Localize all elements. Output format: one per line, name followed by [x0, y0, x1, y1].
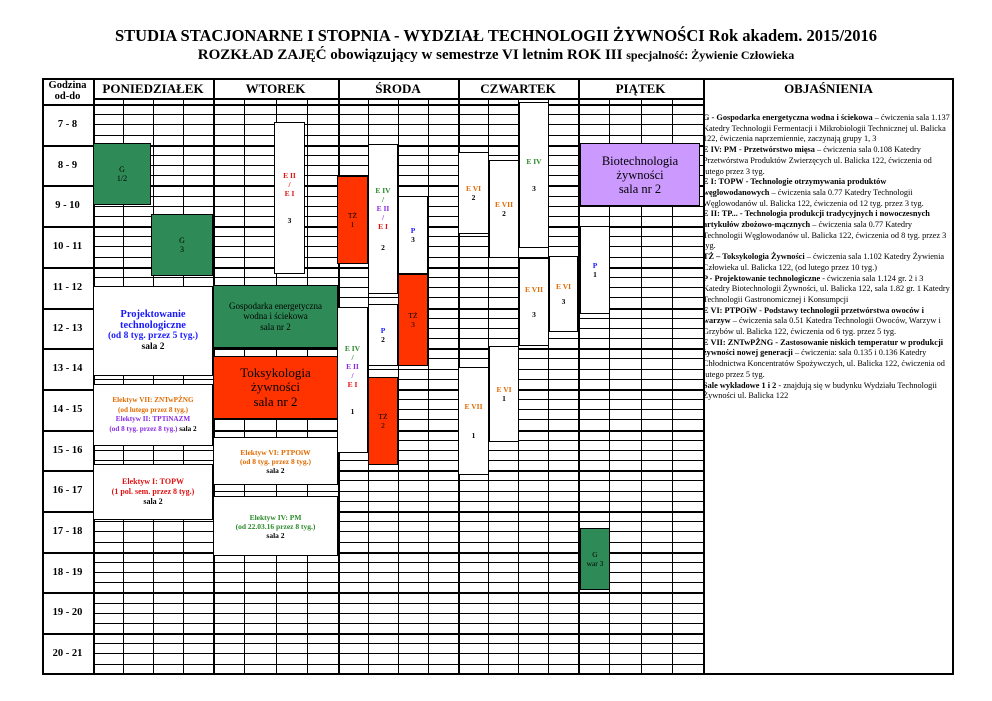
legend-entry	[703, 177, 952, 209]
block-line: E VII	[495, 200, 513, 209]
block-line: E VII	[525, 285, 543, 294]
col-header-thursday: CZWARTEK	[480, 80, 556, 96]
hours-header-line2: od-do	[54, 91, 81, 102]
legend-entry	[703, 209, 952, 252]
page-title: STUDIA STACJONARNE I STOPNIA - WYDZIAŁ TECHNOLOGII ŻYWNOŚCI Rok akadem. 2015/2016	[114, 26, 878, 45]
block-line: technologiczne	[120, 320, 186, 331]
thu-e7-3	[519, 258, 549, 346]
block-line: Elektyw VII: ZNTwPŻNG	[112, 396, 194, 404]
hour-label: 16 - 17	[52, 485, 83, 496]
legend-entry	[703, 306, 952, 338]
block-line: 3	[532, 184, 536, 193]
wed-tz-1	[337, 176, 368, 264]
block-line: E VI	[555, 282, 572, 291]
block-line: 3	[287, 216, 292, 225]
mon-elektywy	[93, 384, 213, 446]
block-line: E IV	[375, 186, 391, 195]
grid-hline	[93, 542, 703, 543]
block-line: Elektyw VI: PTPOiW	[240, 447, 311, 457]
grid-hline	[93, 623, 703, 624]
block-line: sala 2	[266, 465, 285, 475]
block-line: /	[381, 195, 385, 204]
tue-elektyw-4	[213, 496, 338, 556]
block-line: 2	[471, 193, 476, 202]
block-line: E I	[284, 189, 295, 198]
block-line: G	[119, 165, 125, 174]
hour-label: 12 - 13	[52, 323, 83, 334]
block-line: 3	[411, 235, 415, 244]
grid-hline	[93, 450, 703, 451]
block-line: E IV	[344, 344, 361, 353]
block-line: Elektyw II: TPTiNAZM	[115, 415, 191, 423]
subtitle-main: ROZKŁAD ZAJĘĆ obowiązujący w semestrze VI letnim ROK III	[197, 47, 627, 63]
block-line: P	[592, 261, 598, 270]
grid-hline	[93, 562, 703, 563]
legend-entry	[703, 274, 952, 306]
hour-label: 15 - 16	[52, 445, 83, 456]
block-line: war 3	[586, 559, 604, 568]
hour-label: 11 - 12	[52, 282, 83, 293]
mon-g-1-2	[93, 143, 151, 205]
block-line: Elektyw IV: PM	[249, 512, 302, 522]
thu-e4-3	[519, 102, 549, 248]
block-line: 2	[381, 421, 385, 430]
legend-entry-text: – ćwiczenia sala 0.51 Katedra Technologii Owoców, Warzyw i Grzybów ul. Balicka 122, ćwiczenia od 6 tyg. przez 5 tyg.	[703, 316, 941, 337]
legend-entry-text: – ćwiczenia sala 1.137 Katedry Technologii Fermentacji i Mikrobiologii Technicznej ul. Balicka 122, ćwiczenia naprzemiennie, zaczynają grupy 1, 3	[703, 113, 950, 144]
subtitle-specialty: specjalność: Żywienie Człowieka	[626, 48, 795, 62]
hour-label: 7 - 8	[57, 119, 78, 130]
legend-entry-title: G - Gospodarka energetyczna wodna i ściekowa	[703, 113, 873, 122]
grid-hline	[42, 104, 703, 106]
hour-label: 14 - 15	[52, 404, 83, 415]
legend-entry-title: E VII: ZNTwPŻNG - Zastosowanie niskich temperatur w produkcji żywności nowej generacji	[703, 337, 944, 358]
grid-hline	[93, 582, 703, 583]
block-line: 1	[350, 407, 355, 416]
legend-entry-title: E VI: PTPOiW - Podstawy technologii przetwórstwa owoców i warzyw	[703, 305, 924, 326]
block-line: E I	[378, 222, 388, 231]
block-line: E VII	[464, 402, 483, 411]
legend-entry	[703, 381, 952, 402]
mon-g-3	[151, 214, 213, 276]
block-line: 1	[350, 220, 355, 229]
grid-hline	[93, 114, 703, 115]
block-line: E VI	[465, 184, 482, 193]
block-line: sala 2	[141, 342, 165, 352]
grid-hline	[93, 124, 703, 125]
legend-entry-title: E I: TOPW - Technologie otrzymywania produktów węglowodanowych	[703, 177, 887, 197]
block-line: Projektowanie	[120, 309, 186, 320]
hour-label: 18 - 19	[52, 567, 83, 578]
block-line: (od 8 tyg. przez 8 tyg.)	[109, 424, 178, 433]
grid-hline	[93, 664, 703, 665]
block-line: P	[410, 226, 416, 235]
block-line: wodna i ściekowa	[243, 311, 308, 322]
legend-entry	[703, 338, 952, 381]
legend-entry	[703, 145, 952, 177]
grid-hline	[93, 613, 703, 614]
block-line: 1/2	[116, 174, 128, 183]
grid-hline	[93, 135, 703, 136]
block-line: 3	[411, 320, 415, 329]
block-line: 1	[471, 431, 476, 440]
block-line: /	[351, 353, 354, 362]
block-line: 2	[381, 335, 385, 344]
legend-entry-text: - ćwiczenia sala 1.124 gr. 2 i 3 Katedry Biotechnologii Żywności, ul. Balicka 122, sala 1.82 gr. 1 Katedry Technologii Gastronomicznej i Konsumpcji	[703, 273, 950, 304]
block-line: E II	[346, 362, 359, 371]
fri-g-war3	[580, 528, 610, 590]
block-line: P	[380, 326, 386, 335]
legend-notes	[703, 113, 952, 402]
block-line: żywności	[616, 167, 664, 182]
block-line: (od 22.03.16 przez 8 tyg.)	[235, 521, 316, 531]
tue-toksykologia	[213, 356, 338, 419]
block-line: (od lutego przez 8 tyg.)	[117, 405, 189, 414]
block-line: sala nr 2	[253, 393, 298, 409]
legend-entry	[703, 252, 952, 273]
grid-hline	[93, 521, 703, 522]
legend-entry-title: P - Projektowanie technologiczne	[703, 273, 821, 283]
hour-label: 9 - 10	[55, 200, 80, 211]
grid-hline	[42, 592, 703, 594]
grid-hline	[93, 379, 703, 380]
block-line: sala 2	[143, 497, 163, 506]
legend-entry-text: - znajdują się w budynku Wydziału Technologii Żywności ul. Balicka 122	[703, 380, 937, 401]
hour-label: 8 - 9	[57, 160, 78, 171]
block-line: TŻ	[347, 211, 358, 220]
legend-entry-title: Sale wykładowe 1 i 2	[703, 380, 777, 390]
grid-hline	[93, 603, 703, 604]
block-line: TŻ	[408, 311, 418, 320]
hours-header	[42, 78, 93, 104]
col-header-friday: PIĄTEK	[615, 80, 666, 96]
block-line: Toksykologia	[240, 364, 311, 380]
block-line: (1 pol. sem. przez 8 tyg.)	[111, 487, 195, 496]
block-line: 3	[561, 297, 566, 306]
block-line: 3	[532, 310, 536, 319]
hour-label: 10 - 11	[52, 241, 83, 252]
col-header-notes: OBJAŚNIENIA	[784, 80, 873, 96]
block-line: sala 2	[179, 424, 197, 433]
legend-entry	[703, 113, 952, 145]
legend-entry-title: TŻ – Toksykologia Żywności	[703, 252, 805, 262]
block-line: E IV	[526, 157, 542, 166]
block-line: E I	[347, 380, 358, 389]
hour-label: 13 - 14	[52, 363, 83, 374]
block-line: sala nr 2	[618, 181, 662, 196]
hours-header-line1: Godzina	[48, 80, 87, 91]
grid-hline	[93, 643, 703, 644]
legend-entry-text: – ćwiczenia sala 0.108 Katedry Przetwórstwa Produktów Zwierzęcych ul. Balicka 122, ćwiczenia od lutego przez 3 tyg.	[703, 145, 932, 176]
tue-e2-e1	[274, 122, 305, 274]
legend-entry-title: E II: TP... - Technologia produkcji tradycyjnych i nowoczesnych artykułów zbożowo-mącznych	[703, 209, 930, 230]
fri-biotechnologia	[580, 143, 700, 206]
wed-tz-2	[368, 377, 398, 465]
block-line: TŻ	[378, 412, 388, 421]
grid-hline	[93, 98, 703, 100]
mon-topw	[93, 464, 213, 520]
hour-label: 19 - 20	[52, 607, 83, 618]
block-line: 2	[381, 243, 385, 252]
block-line: (od 8 tyg. przez 8 tyg.)	[239, 456, 312, 466]
col-header-tuesday: WTOREK	[245, 80, 306, 96]
hour-label: 20 - 21	[52, 648, 83, 659]
wed-e4-e2-e1-b	[337, 307, 368, 453]
grid-hline	[42, 633, 703, 635]
block-line: sala nr 2	[260, 321, 291, 332]
page-subtitle	[0, 47, 992, 64]
block-line: E II	[376, 204, 390, 213]
col-header-monday: PONIEDZIAŁEK	[102, 80, 204, 96]
tue-elektyw-6	[213, 437, 338, 485]
hour-label: 17 - 18	[52, 526, 83, 537]
block-line: E VI	[496, 385, 512, 394]
tue-gospodarka	[213, 285, 338, 348]
block-line: /	[351, 371, 354, 380]
legend-entry-text: – ćwiczenia sala 0.77 Katedry Technologii Węglowodanów ul. Balicka 122, ćwiczenia od 8 tyg. przez 3 tyg.	[703, 220, 947, 251]
grid-hline	[93, 531, 703, 532]
block-line: G	[592, 550, 598, 559]
fri-p-1	[580, 226, 610, 314]
grid-hline	[93, 572, 703, 573]
block-line: Elektyw I: TOPW	[122, 477, 184, 486]
wed-e4-e2-e1-a	[368, 144, 398, 294]
wed-tz-3	[398, 274, 428, 366]
legend-entry-text: – ćwiczenia sala 0.77 Katedry Technologii Węglowodanów ul. Balicka 122, ćwiczenia od 12 tyg. przez 3 tyg.	[703, 187, 924, 208]
grid-hline	[93, 653, 703, 654]
legend-entry-text: – ćwiczenia sala 1.102 Katedry Żywienia Człowieka ul. Balicka 122, (od lutego przez 10 tyg.)	[703, 252, 945, 272]
block-line: żywności	[250, 379, 301, 395]
thu-e6-1	[489, 346, 519, 442]
block-line: E II	[283, 171, 296, 180]
col-header-wednesday: ŚRODA	[375, 80, 421, 96]
thu-e6-2	[458, 152, 489, 234]
wed-p-2	[368, 304, 398, 366]
block-line: 3	[180, 245, 184, 254]
thu-e7-1	[458, 367, 489, 475]
thu-e7-2	[489, 160, 519, 258]
block-line: (od 8 tyg. przez 5 tyg.)	[108, 331, 198, 341]
block-line: 1	[502, 394, 506, 403]
wed-p-3	[398, 196, 428, 274]
block-line: 1	[593, 270, 597, 279]
thu-e6-3	[549, 256, 578, 332]
grid-hline	[93, 460, 703, 461]
legend-entry-text: – ćwiczenia: sala 0.135 i 0.136 Katedry Chłodnictwa Koncentratów Spożywczych, ul. Balicka 122, ćwiczenia od lutego przez 5 tyg.	[703, 348, 945, 379]
block-line: /	[381, 213, 385, 222]
mon-projektowanie	[93, 286, 213, 376]
legend-entry-title: E IV: PM - Przetwórstwo mięsa	[703, 145, 815, 155]
block-line: 2	[502, 209, 506, 218]
block-line: Gospodarka energetyczna	[228, 300, 323, 311]
block-line: sala 2	[266, 530, 285, 540]
block-line: /	[288, 180, 291, 189]
block-line: Biotechnologia	[601, 153, 679, 168]
block-line: G	[179, 236, 185, 245]
